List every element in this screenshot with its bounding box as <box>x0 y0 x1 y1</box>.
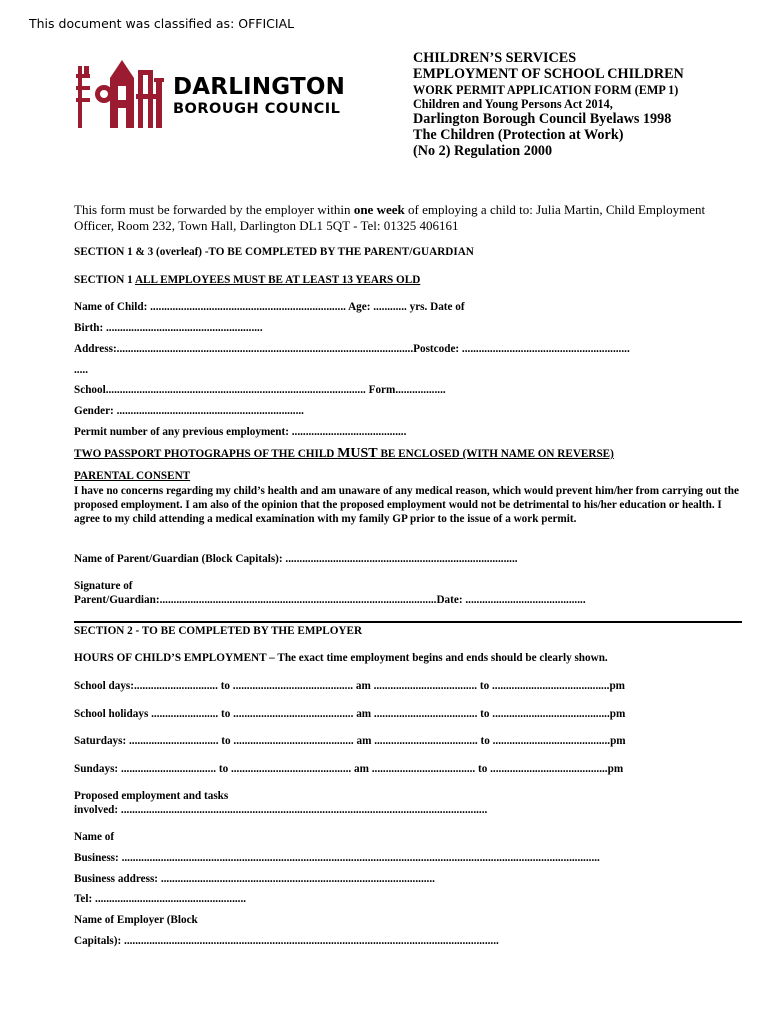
parent-name-field[interactable]: Name of Parent/Guardian (Block Capitals): ................................................................................... <box>74 553 518 565</box>
header-line-7: (No 2) Regulation 2000 <box>413 143 553 160</box>
telephone-field[interactable]: Tel: ...................................................... <box>74 893 247 905</box>
birth-date-field[interactable]: Birth: ........................................................ <box>74 322 263 334</box>
logo-subtitle: BOROUGH COUNCIL <box>173 101 341 117</box>
school-days-hours-field[interactable]: School days:.............................. to ........................................... am ..................................... to ..........................................pm <box>74 680 625 692</box>
age-requirement: ALL EMPLOYEES MUST BE AT LEAST 13 YEARS OLD <box>134 274 421 286</box>
business-name-label: Name of <box>74 831 115 843</box>
photos-text-1: TWO PASSPORT PHOTOGRAPHS OF THE CHILD <box>74 448 338 460</box>
intro-emphasis: one week <box>353 202 405 217</box>
sundays-hours-field[interactable]: Sundays: .................................. to ........................................... am ..................................... to ..........................................pm <box>74 763 624 775</box>
section-1-prefix: SECTION 1 <box>74 274 135 286</box>
business-name-field[interactable]: Business: ........................................................................................................................................................................... <box>74 852 600 864</box>
school-holidays-hours-field[interactable]: School holidays ........................ to ........................................... am ..................................... to ..........................................pm <box>74 708 626 720</box>
employer-name-label: Name of Employer (Block <box>74 914 198 926</box>
hours-heading: HOURS OF CHILD’S EMPLOYMENT – The exact time employment begins and ends should be clearly shown. <box>74 652 608 664</box>
form-header <box>413 50 753 160</box>
header-line-3: WORK PERMIT APPLICATION FORM (EMP 1) <box>413 82 679 97</box>
parental-consent-text: I have no concerns regarding my child’s health and am unaware of any medical reason, which would prevent him/her from carrying out the proposed employment. I am also of the opinion that the proposed employment would not be detrimental to his/her education or health. I agree to my child attending a medical examination with my family GP prior to the issue of a work permit. <box>74 485 739 525</box>
intro-text-2: of employing a child to: Julia Martin, Child Employment Officer, Room 232, Town Hall, Darlington DL1 5QT - Tel: 01325 406161 <box>74 202 706 233</box>
school-field[interactable]: School............................................................................................. Form.................. <box>74 384 446 396</box>
parental-consent-title: PARENTAL CONSENT <box>74 470 191 482</box>
intro-paragraph <box>74 202 724 233</box>
saturdays-hours-field[interactable]: Saturdays: ................................ to ........................................... am ..................................... to ..........................................pm <box>74 735 626 747</box>
classification-banner: This document was classified as: OFFICIAL <box>29 16 295 31</box>
business-address-field[interactable]: Business address: .................................................................................................. <box>74 873 435 885</box>
gender-field[interactable]: Gender: ................................................................... <box>74 405 304 417</box>
council-logo <box>76 60 366 132</box>
header-line-2: EMPLOYMENT OF SCHOOL CHILDREN <box>413 66 684 83</box>
header-line-1: CHILDREN’S SERVICES <box>413 50 577 66</box>
photos-must: MUST <box>337 446 378 461</box>
section-1-subheading <box>74 274 420 286</box>
intro-text-1: This form must be forwarded by the employer within <box>74 202 354 217</box>
address-field[interactable]: Address:..........................................................................................................Postcode: ............................................................ <box>74 343 630 355</box>
child-name-field[interactable]: Name of Child: ...................................................................... Age: ............ yrs. Date of <box>74 301 465 313</box>
header-line-4: Children and Young Persons Act 2014, <box>413 96 613 111</box>
header-line-5: Darlington Borough Council Byelaws 1998 <box>413 110 672 127</box>
signature-date-field[interactable]: Parent/Guardian:...................................................................................................Date: ........................................... <box>74 594 586 606</box>
signature-label: Signature of <box>74 580 133 592</box>
council-crest-icon <box>76 60 168 132</box>
section-1-heading: SECTION 1 & 3 (overleaf) -TO BE COMPLETED BY THE PARENT/GUARDIAN <box>74 246 474 258</box>
logo-title: DARLINGTON <box>173 74 346 100</box>
employer-name-field[interactable]: Capitals): ...................................................................................................................................... <box>74 935 499 947</box>
passport-photos-notice <box>74 446 614 462</box>
tasks-field[interactable]: involved: ................................................................................................................................... <box>74 804 488 816</box>
section-divider <box>74 621 742 623</box>
tasks-label: Proposed employment and tasks <box>74 790 229 802</box>
photos-text-2: BE ENCLOSED (WITH NAME ON REVERSE) <box>377 448 614 460</box>
header-line-6: The Children (Protection at Work) <box>413 127 624 144</box>
section-2-heading: SECTION 2 - TO BE COMPLETED BY THE EMPLOYER <box>74 625 363 637</box>
address-continuation[interactable]: ..... <box>74 364 88 376</box>
previous-permit-field[interactable]: Permit number of any previous employment: ......................................... <box>74 426 407 438</box>
